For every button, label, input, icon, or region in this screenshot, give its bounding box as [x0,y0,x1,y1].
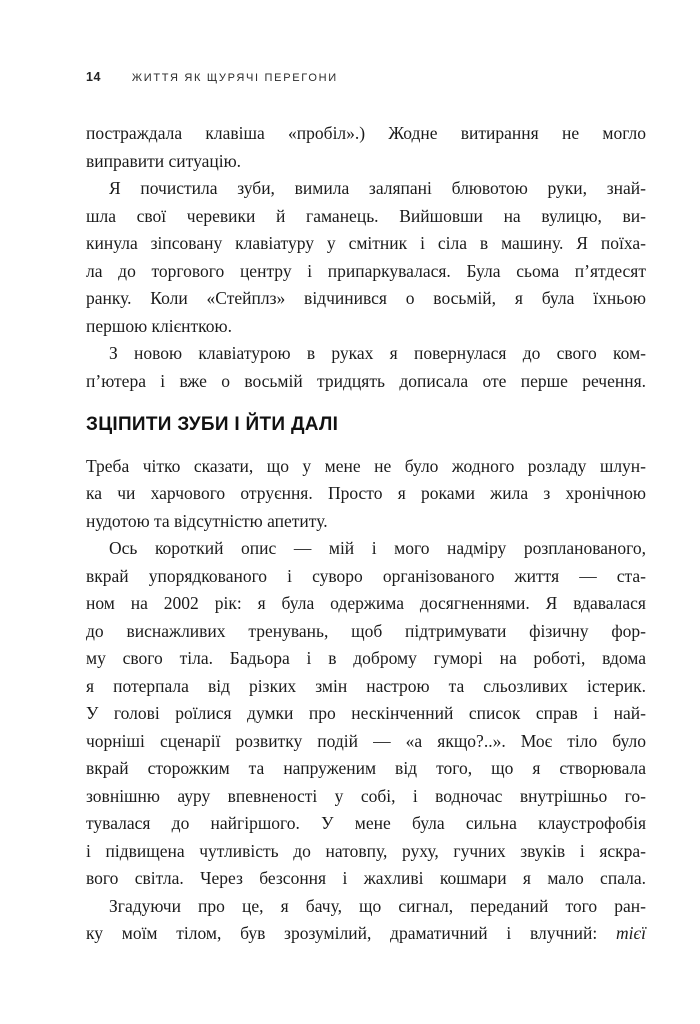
text-line: до виснажливих тренувань, щоб підтримувати фізичну фор- [86,620,646,641]
text-line: Ось короткий опис — мій і мого надміру розпланованого, [109,538,646,558]
text-line: вкрай сторожким та напруженим від того, що я створювала [86,758,646,778]
text-line: ном на 2002 рік: я була одержима досягненнями. Я вдавалася [86,593,646,613]
text-line: ку моїм тілом, був зрозумілий, драматичний і влучний: тієї [86,923,646,943]
text-line: виправити ситуацію. [86,150,242,171]
text-line: Я почистила зуби, вимила заляпані блювотою руки, знай- [109,178,646,198]
text-line: ранку. Коли «Стейплз» відчинився о восьмій, я була їхньою [86,288,646,308]
text-column [86,0,646,948]
text-line: кинула зіпсовану клавіатуру у смітник і сіла в машину. Я поїха- [86,233,646,253]
running-title: ЖИТТЯ ЯК ЩУРЯЧІ ПЕРЕГОНИ [131,72,338,84]
text-line: тувалася до найгіршого. У мене була сильна клаустрофобія [86,813,646,833]
text-line: ла до торгового центру і припаркувалася. Була сьома п’ятдесят [86,260,646,281]
text-line: першою клієнткою. [86,315,232,336]
text-line: му свого тіла. Бадьора і в доброму гуморі на роботі, вдома [86,648,646,668]
text-line: і підвищена чутливість до натовпу, руху, гучних звуків і яскра- [86,840,646,861]
page-number: 14 [86,70,101,84]
text-line: п’ютера і вже о восьмій тридцять дописала оте перше речення. [86,370,646,391]
text-line: постраждала клавіша «пробіл».) Жодне витирання не могло [86,123,646,143]
text-line: Згадуючи про це, я бачу, що сигнал, переданий того ран- [109,895,646,916]
text-line: ка чи харчового отруєння. Просто я роками жила з хронічною [86,483,646,503]
text-line: нудотою та відсутністю апетиту. [86,510,328,531]
text-line: У голові роїлися думки про нескінченний список справ і най- [86,703,646,723]
text-line: вкрай упорядкованого і суворо організованого життя — ста- [86,565,646,586]
running-header [86,70,646,84]
text-line: я потерпала від різких змін настрою та сльозливих істерик. [86,675,646,696]
section-heading: ЗЦІПИТИ ЗУБИ І ЙТИ ДАЛІ [86,414,339,435]
text-line: шла свої черевики й гаманець. Вийшовши на вулицю, ви- [86,205,646,226]
text-line: З новою клавіатурою в руках я повернулася до свого ком- [109,343,646,363]
text-line: Треба чітко сказати, що у мене не було жодного розладу шлун- [86,455,646,476]
text-line: зовнішню ауру впевненості у собі, і водночас внутрішньо го- [86,785,646,806]
body-text [86,120,646,948]
text-line: вого світла. Через безсоння і жахливі кошмари я мало спала. [86,868,646,888]
text-line: чорніші сценарії розвитку подій — «а якщо?..». Моє тіло було [86,730,646,751]
